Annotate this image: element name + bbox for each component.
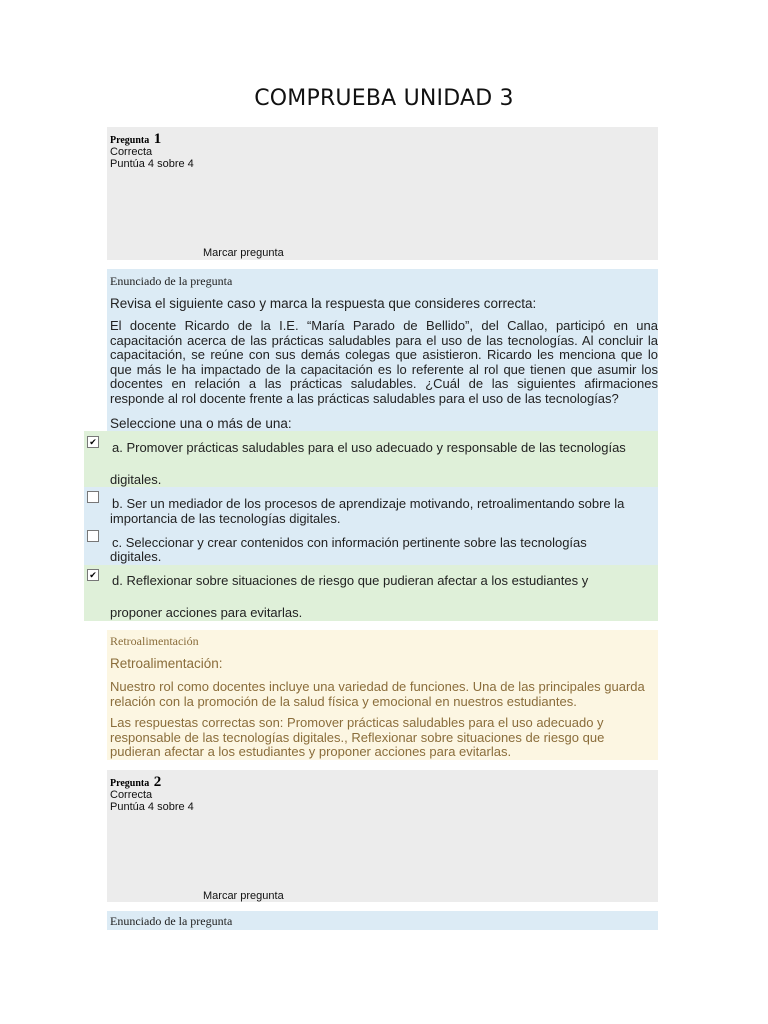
instruction-text: Revisa el siguiente caso y marca la respuesta que consideres correcta: — [110, 296, 537, 311]
option-b-line2: importancia de las tecnologías digitales. — [110, 511, 341, 526]
question-label-text-2: Pregunta — [110, 778, 150, 789]
option-a[interactable] — [84, 431, 658, 487]
feedback-label: Retroalimentación: — [110, 656, 223, 671]
option-c-line1: c. Seleccionar y crear contenidos con información pertinente sobre las tecnologías — [112, 535, 587, 550]
question-status: Correcta — [110, 146, 153, 158]
flag-question-link-2[interactable]: Marcar pregunta — [203, 890, 284, 902]
flag-question-link[interactable]: Marcar pregunta — [203, 247, 284, 259]
statement-heading: Enunciado de la pregunta — [110, 274, 233, 288]
select-prompt: Seleccione una o más de una: — [110, 416, 292, 431]
option-a-line2: digitales. — [110, 472, 162, 487]
question-label-text: Pregunta — [110, 135, 150, 146]
question-number-2: 2 — [153, 774, 162, 790]
option-d-line2: proponer acciones para evitarlas. — [110, 605, 303, 620]
question-statement-box — [107, 269, 658, 431]
option-a-line1: a. Promover prácticas saludables para el uso adecuado y responsable de las tecnologías — [112, 440, 626, 455]
feedback-heading: Retroalimentación — [110, 634, 199, 648]
option-c[interactable] — [84, 527, 658, 565]
checkbox-c[interactable] — [87, 530, 99, 542]
feedback-box — [107, 630, 658, 760]
option-b-line1: b. Ser un mediador de los procesos de aprendizaje motivando, retroalimentando sobre la — [112, 496, 625, 511]
question-score-2: Puntúa 4 sobre 4 — [110, 801, 194, 813]
info-box-panel — [107, 172, 203, 260]
question-status-2: Correcta — [110, 789, 153, 801]
question-info-box-2 — [107, 770, 658, 902]
feedback-text: Nuestro rol como docentes incluye una variedad de funciones. Una de las principales guarda relación con la promoción de la salud física y emocional en nuestros estudiantes. — [110, 679, 645, 709]
option-d[interactable] — [84, 565, 658, 621]
case-text: El docente Ricardo de la I.E. “María Parado de Bellido”, del Callao, participó en una capacitación acerca de las prácticas saludables para el uso de las tecnologías. Al concluir la capacitación, se reúne con sus demás colegas que asistieron. Ricardo les menciona que lo que más le ha impactado de la capacitación es lo referente al rol que tienen que asumir los docentes en relación a las prácticas saludables. ¿Cuál de las siguientes afirmaciones responde al rol docente frente a las prácticas saludables para el uso de las tecnologías? — [110, 318, 658, 406]
question-score: Puntúa 4 sobre 4 — [110, 158, 194, 170]
checkbox-a[interactable]: ✔ — [87, 436, 99, 448]
option-c-line2: digitales. — [110, 549, 162, 564]
page-title: COMPRUEBA UNIDAD 3 — [254, 86, 514, 111]
checkbox-b[interactable] — [87, 491, 99, 503]
question-info-box — [107, 127, 658, 260]
correct-answers-text: Las respuestas correctas son: Promover prácticas saludables para el uso adecuado y responsable de las tecnologías digitales., Reflexionar sobre situaciones de riesgo que pudieran afectar a los estudiantes y proponer acciones para evitarlas. — [110, 715, 605, 759]
statement-heading-2: Enunciado de la pregunta — [110, 914, 233, 928]
question-number: 1 — [153, 131, 162, 147]
question-statement-box-2 — [107, 911, 658, 930]
option-b[interactable] — [84, 487, 658, 527]
option-d-line1: d. Reflexionar sobre situaciones de riesgo que pudieran afectar a los estudiantes y — [112, 573, 589, 588]
checkbox-d[interactable]: ✔ — [87, 569, 99, 581]
